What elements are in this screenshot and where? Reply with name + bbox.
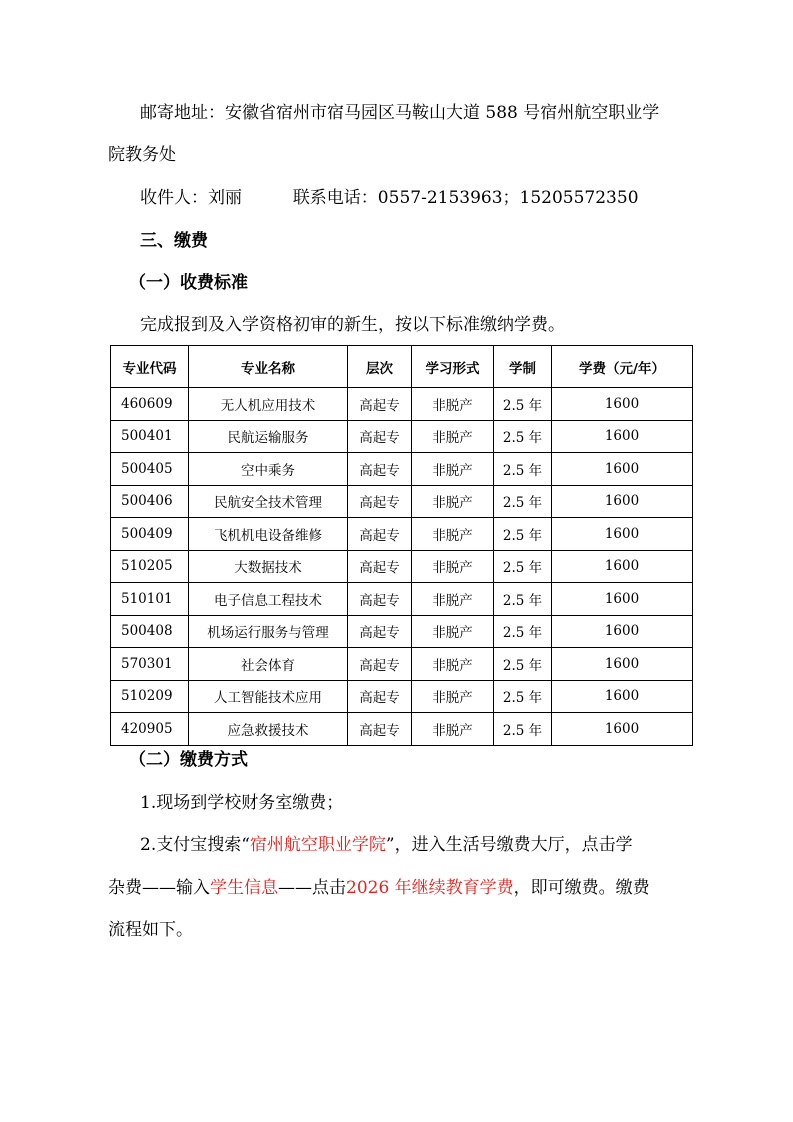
- subsection-title-payment: （二）缴费方式: [129, 750, 248, 770]
- cell-tuition: 1600: [552, 485, 693, 518]
- header-code: 专业代码: [111, 346, 189, 388]
- cell-code: 500409: [111, 518, 189, 551]
- cell-tuition: 1600: [552, 680, 693, 713]
- cell-study-mode: 非脱产: [412, 648, 494, 681]
- cell-study-mode: 非脱产: [412, 518, 494, 551]
- cell-major: 人工智能技术应用: [189, 680, 348, 713]
- header-duration: 学制: [494, 346, 552, 388]
- cell-level: 高起专: [348, 648, 412, 681]
- cell-study-mode: 非脱产: [412, 680, 494, 713]
- method2-text-a: 2.支付宝搜索“: [140, 835, 250, 855]
- table-row: [111, 420, 693, 453]
- school-name-highlight: 宿州航空职业学院: [249, 835, 386, 855]
- cell-level: 高起专: [348, 485, 412, 518]
- cell-tuition: 1600: [552, 713, 693, 746]
- intro-text: 完成报到及入学资格初审的新生，按以下标准缴纳学费。: [140, 315, 565, 335]
- table-row: [111, 453, 693, 486]
- cell-level: 高起专: [348, 713, 412, 746]
- payment-method-2-line3: 流程如下。: [108, 920, 193, 940]
- cell-tuition: 1600: [552, 615, 693, 648]
- cell-duration: 2.5 年: [494, 713, 552, 746]
- subsection-title-standard: （一）收费标准: [129, 273, 248, 293]
- cell-study-mode: 非脱产: [412, 420, 494, 453]
- cell-duration: 2.5 年: [494, 518, 552, 551]
- cell-tuition: 1600: [552, 453, 693, 486]
- fee-table: [110, 345, 693, 746]
- cell-tuition: 1600: [552, 648, 693, 681]
- cell-code: 460609: [111, 388, 189, 421]
- mailing-address-line2: 院教务处: [108, 145, 176, 165]
- payment-method-2-line2: [108, 877, 650, 899]
- cell-code: 500406: [111, 485, 189, 518]
- cell-duration: 2.5 年: [494, 453, 552, 486]
- cell-study-mode: 非脱产: [412, 550, 494, 583]
- cell-major: 无人机应用技术: [189, 388, 348, 421]
- cell-code: 500408: [111, 615, 189, 648]
- cell-study-mode: 非脱产: [412, 453, 494, 486]
- cell-tuition: 1600: [552, 518, 693, 551]
- payment-method-2-line1: [140, 834, 633, 856]
- method2-text-h: ，即可缴费。缴费: [513, 878, 650, 898]
- cell-duration: 2.5 年: [494, 648, 552, 681]
- cell-duration: 2.5 年: [494, 388, 552, 421]
- mailing-address-line1: 邮寄地址：安徽省宿州市宿马园区马鞍山大道 588 号宿州航空职业学: [140, 103, 660, 123]
- cell-code: 510209: [111, 680, 189, 713]
- fee-table-header: [111, 346, 693, 388]
- cell-study-mode: 非脱产: [412, 615, 494, 648]
- cell-duration: 2.5 年: [494, 680, 552, 713]
- cell-code: 570301: [111, 648, 189, 681]
- cell-duration: 2.5 年: [494, 583, 552, 616]
- table-row: [111, 518, 693, 551]
- cell-duration: 2.5 年: [494, 615, 552, 648]
- cell-tuition: 1600: [552, 420, 693, 453]
- cell-level: 高起专: [348, 680, 412, 713]
- cell-tuition: 1600: [552, 388, 693, 421]
- cell-duration: 2.5 年: [494, 420, 552, 453]
- table-row: [111, 388, 693, 421]
- table-row: [111, 648, 693, 681]
- cell-major: 飞机机电设备维修: [189, 518, 348, 551]
- cell-level: 高起专: [348, 615, 412, 648]
- cell-major: 民航安全技术管理: [189, 485, 348, 518]
- cell-level: 高起专: [348, 550, 412, 583]
- cell-level: 高起专: [348, 388, 412, 421]
- cell-code: 510101: [111, 583, 189, 616]
- cell-major: 电子信息工程技术: [189, 583, 348, 616]
- cell-major: 机场运行服务与管理: [189, 615, 348, 648]
- method2-text-c: ”，进入生活号缴费大厅，点击学: [385, 835, 633, 855]
- cell-code: 510205: [111, 550, 189, 583]
- cell-code: 500401: [111, 420, 189, 453]
- cell-duration: 2.5 年: [494, 485, 552, 518]
- table-row: [111, 550, 693, 583]
- section-title-fees: 三、缴费: [140, 231, 208, 251]
- header-study-mode: 学习形式: [412, 346, 494, 388]
- cell-study-mode: 非脱产: [412, 485, 494, 518]
- table-row: [111, 485, 693, 518]
- cell-major: 应急救援技术: [189, 713, 348, 746]
- recipient-name: 收件人：刘丽: [140, 188, 242, 208]
- cell-level: 高起专: [348, 583, 412, 616]
- cell-major: 民航运输服务: [189, 420, 348, 453]
- student-info-highlight: 学生信息: [210, 878, 278, 898]
- cell-tuition: 1600: [552, 583, 693, 616]
- table-row: [111, 583, 693, 616]
- table-row: [111, 615, 693, 648]
- cell-study-mode: 非脱产: [412, 388, 494, 421]
- cell-code: 420905: [111, 713, 189, 746]
- header-level: 层次: [348, 346, 412, 388]
- tuition-item-highlight: 2026 年继续教育学费: [346, 878, 514, 898]
- table-row: [111, 680, 693, 713]
- cell-study-mode: 非脱产: [412, 583, 494, 616]
- cell-study-mode: 非脱产: [412, 713, 494, 746]
- method2-text-d: 杂费——输入: [108, 878, 210, 898]
- method2-text-f: ——点击: [278, 878, 346, 898]
- header-major: 专业名称: [189, 346, 348, 388]
- cell-tuition: 1600: [552, 550, 693, 583]
- cell-major: 社会体育: [189, 648, 348, 681]
- cell-major: 空中乘务: [189, 453, 348, 486]
- table-row: [111, 713, 693, 746]
- cell-level: 高起专: [348, 453, 412, 486]
- cell-duration: 2.5 年: [494, 550, 552, 583]
- recipient-phone: 联系电话：0557-2153963；15205572350: [292, 188, 639, 208]
- cell-level: 高起专: [348, 420, 412, 453]
- cell-level: 高起专: [348, 518, 412, 551]
- payment-method-1: 1.现场到学校财务室缴费；: [140, 793, 344, 813]
- recipient-line: [140, 187, 639, 209]
- header-tuition: 学费（元/年）: [552, 346, 693, 388]
- cell-code: 500405: [111, 453, 189, 486]
- cell-major: 大数据技术: [189, 550, 348, 583]
